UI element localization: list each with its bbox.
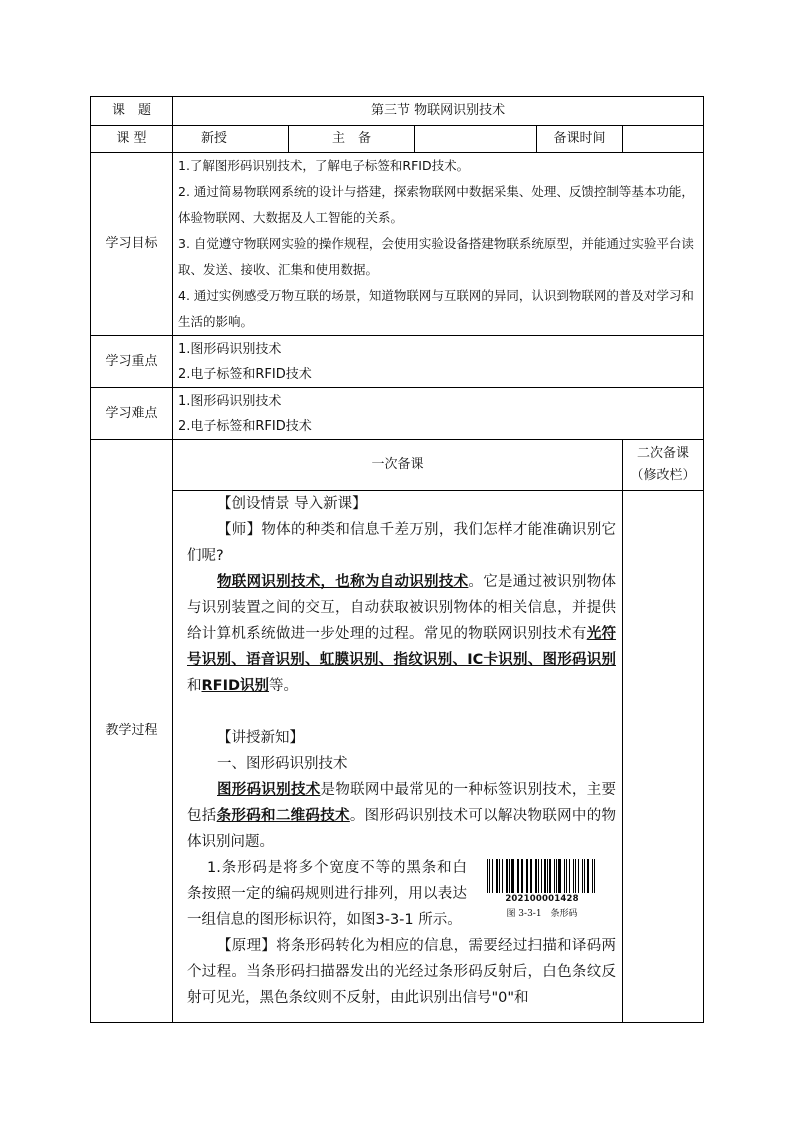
figure-caption: 图 3-3-1 条形码 bbox=[506, 909, 578, 919]
difficulties-label: 学习难点 bbox=[91, 388, 173, 440]
teacher-question bbox=[187, 517, 616, 569]
barcode-paragraph: 1.条形码是将多个宽度不等的黑条和白条按照一定的编码规则进行排列，用以表达一组信息的图形标识符，如图3-3-1 所示。 bbox=[187, 860, 467, 928]
barcode-bar bbox=[594, 859, 595, 893]
process-content-row bbox=[91, 491, 704, 1023]
principle-text: 将条形码转化为相应的信息，需要经过扫描和译码两个过程。当条形码扫描器发出的光经过条形码反射后，白色条纹反射可见光，黑色条纹则不反射，由此识别出信号"0"和 bbox=[187, 938, 617, 1006]
goal-item: 4. 通过实例感受万物互联的场景，知道物联网与互联网的异同，认识到物联网的普及对学习和生活的影响。 bbox=[178, 288, 694, 329]
barcode-bar bbox=[492, 859, 493, 893]
second-prep-content bbox=[623, 491, 704, 1023]
topic-label: 课 题 bbox=[91, 97, 173, 126]
barcode-bar bbox=[502, 859, 503, 893]
tech-and: 和 bbox=[187, 678, 202, 694]
barcode-bar bbox=[526, 859, 527, 893]
barcode-bar bbox=[564, 859, 565, 893]
time-value bbox=[623, 126, 704, 153]
goals-list bbox=[173, 153, 704, 336]
barcode-bar bbox=[518, 859, 519, 893]
section-teach-title: 【讲授新知】 bbox=[217, 730, 304, 746]
definition-term: 物联网识别技术，也称为自动识别技术 bbox=[217, 574, 469, 590]
definition-paragraph bbox=[187, 569, 616, 699]
barcode-bar bbox=[573, 859, 574, 893]
lead-value bbox=[415, 126, 537, 153]
principle-tag: 【原理】 bbox=[217, 938, 277, 954]
barcode-bar bbox=[547, 859, 548, 893]
type-value: 新授 bbox=[173, 126, 289, 153]
barcode-bar bbox=[578, 859, 579, 893]
definition-text: 。它是通过被识别物体与识别装置之间的交互，自动获取被识别物体的相关信息，并提供给计算机系统做进一步处理的过程。常见的物联网识别技术有 bbox=[187, 574, 617, 642]
goals-label: 学习目标 bbox=[91, 153, 173, 336]
barcode-bar bbox=[575, 859, 576, 893]
barcode-bar bbox=[569, 859, 570, 893]
barcode-bar bbox=[566, 859, 567, 893]
difficulties-list bbox=[173, 388, 704, 440]
goal-item: 2. 通过简易物联网系统的设计与搭建，探索物联网中数据采集、处理、反馈控制等基本功能，体验物联网、大数据及人工智能的关系。 bbox=[178, 184, 694, 225]
topic-value: 第三节 物联网识别技术 bbox=[173, 97, 704, 126]
barcode-bar bbox=[541, 859, 542, 893]
difficulties-row bbox=[91, 388, 704, 440]
key-points-list bbox=[173, 336, 704, 388]
difficulty-item: 2.电子标签和RFID技术 bbox=[178, 418, 312, 434]
first-prep-header: 一次备课 bbox=[173, 440, 623, 491]
first-prep-content bbox=[173, 491, 623, 1023]
barcode-bar bbox=[558, 859, 560, 893]
key-points-row bbox=[91, 336, 704, 388]
teacher-tag: 【师】 bbox=[217, 522, 262, 538]
key-point-item: 1.图形码识别技术 bbox=[178, 341, 282, 357]
barcode-bar bbox=[587, 859, 589, 893]
type-label: 课 型 bbox=[91, 126, 173, 153]
barcode-bar bbox=[499, 859, 500, 893]
barcode-bar bbox=[527, 859, 528, 893]
barcode-bar bbox=[549, 859, 550, 893]
barcode-bar bbox=[489, 859, 490, 893]
tech-list: 光符号识别、语音识别、虹膜识别、指纹识别、IC卡识别、图形码识别 bbox=[187, 626, 617, 668]
barcode-bar bbox=[556, 859, 557, 893]
goal-item: 3. 自觉遵守物联网实验的操作规程，会使用实验设备搭建物联系统原型，并能通过实验平台读取、发送、接收、汇集和使用数据。 bbox=[178, 236, 694, 277]
barcode-bar bbox=[538, 859, 539, 893]
graph-code-types: 条形码和二维码技术 bbox=[216, 808, 350, 824]
barcode-bar bbox=[584, 859, 585, 893]
principle-paragraph bbox=[187, 933, 616, 1011]
barcode-bar bbox=[517, 859, 518, 893]
lead-label: 主 备 bbox=[289, 126, 415, 153]
lesson-plan-table bbox=[90, 96, 704, 1023]
barcode-number: 202100001428 bbox=[505, 894, 579, 904]
barcode-bar bbox=[506, 859, 507, 893]
time-label: 备课时间 bbox=[537, 126, 623, 153]
barcode-figure bbox=[487, 855, 597, 923]
process-header-row bbox=[91, 440, 704, 491]
barcode-block bbox=[187, 855, 616, 933]
barcode-bar bbox=[509, 859, 510, 893]
barcode-bar bbox=[530, 859, 531, 893]
barcode-bar bbox=[496, 859, 498, 893]
graph-code-term: 图形码识别技术 bbox=[217, 782, 321, 798]
subsection-title: 一、图形码识别技术 bbox=[217, 756, 348, 772]
difficulty-item: 1.图形码识别技术 bbox=[178, 393, 282, 409]
spacer bbox=[187, 699, 616, 725]
process-label: 教学过程 bbox=[91, 440, 173, 1023]
goal-item: 1.了解图形码识别技术，了解电子标签和RFID技术。 bbox=[178, 158, 470, 173]
type-row bbox=[91, 126, 704, 153]
goals-row bbox=[91, 153, 704, 336]
second-prep-header: 二次备课 （修改栏） bbox=[623, 440, 704, 491]
tech-rfid: RFID识别 bbox=[201, 678, 270, 694]
barcode-bar bbox=[487, 859, 488, 893]
key-points-label: 学习重点 bbox=[91, 336, 173, 388]
barcode-bar bbox=[511, 859, 513, 893]
barcode-bar bbox=[521, 859, 522, 893]
tech-end: 等。 bbox=[269, 678, 299, 694]
key-point-item: 2.电子标签和RFID技术 bbox=[178, 366, 312, 382]
barcode-bar bbox=[544, 859, 545, 893]
graph-code-paragraph bbox=[187, 777, 616, 855]
graph-code-mid: 是物联网中最常见的一种标签识别技术，主要包括 bbox=[187, 782, 617, 824]
graph-code-end: 。图形码识别技术可以解决物联网中的物体识别问题。 bbox=[187, 808, 617, 850]
barcode-bar bbox=[592, 859, 593, 893]
barcode-bar bbox=[582, 859, 583, 893]
barcode-bar bbox=[554, 859, 555, 893]
barcode-bar bbox=[535, 859, 537, 893]
barcode-image bbox=[487, 859, 597, 893]
topic-row bbox=[91, 97, 704, 126]
teacher-question-text: 物体的种类和信息千差万别，我们怎样才能准确识别它们呢? bbox=[187, 522, 617, 564]
section-intro-title: 【创设情景 导入新课】 bbox=[217, 496, 367, 512]
